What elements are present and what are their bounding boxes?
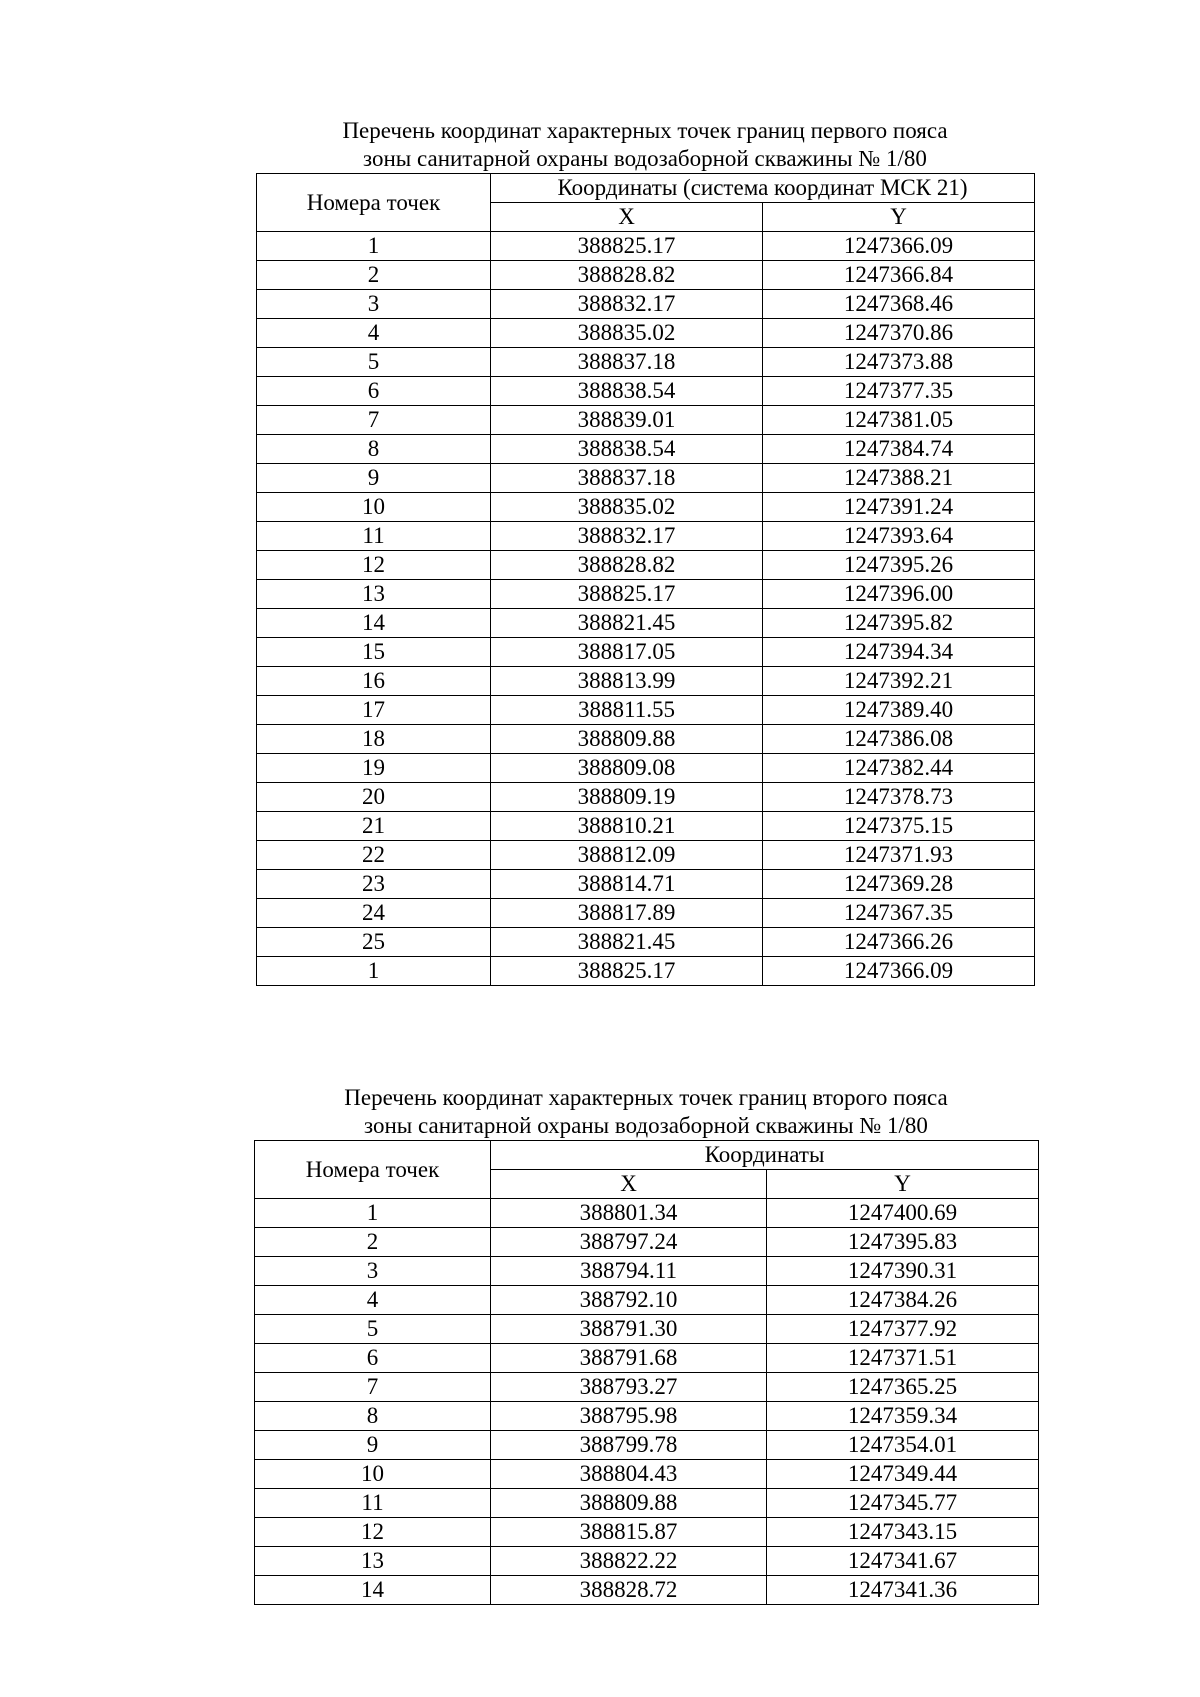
first-belt-coordinates-table: [256, 173, 1035, 986]
table-row: [257, 406, 1035, 435]
y-coordinate-cell: 1247366.84: [763, 261, 1035, 290]
table-row: [255, 1547, 1039, 1576]
second-belt-title-line1: Перечень координат характерных точек границ второго пояса: [344, 1085, 948, 1110]
x-coordinate-cell: 388828.72: [491, 1576, 767, 1605]
second-belt-table-body: [255, 1199, 1039, 1605]
table-row: [257, 580, 1035, 609]
y-coordinate-cell: 1247381.05: [763, 406, 1035, 435]
point-number-cell: 6: [255, 1344, 491, 1373]
table-row: [255, 1576, 1039, 1605]
point-number-cell: 11: [255, 1489, 491, 1518]
table-row: [255, 1315, 1039, 1344]
y-coordinate-cell: 1247392.21: [763, 667, 1035, 696]
table-row: [257, 870, 1035, 899]
table-row: [255, 1460, 1039, 1489]
table-row: [257, 232, 1035, 261]
x-coordinate-cell: 388797.24: [491, 1228, 767, 1257]
second-belt-title: [254, 1084, 1038, 1140]
table-row: [257, 725, 1035, 754]
x-coordinate-cell: 388809.08: [491, 754, 763, 783]
x-coordinate-cell: 388825.17: [491, 232, 763, 261]
point-number-cell: 18: [257, 725, 491, 754]
y-coordinate-cell: 1247378.73: [763, 783, 1035, 812]
y-coordinate-cell: 1247384.74: [763, 435, 1035, 464]
x-coordinate-cell: 388825.17: [491, 580, 763, 609]
x-coordinate-cell: 388809.88: [491, 725, 763, 754]
point-number-cell: 16: [257, 667, 491, 696]
y-coordinate-cell: 1247395.83: [767, 1228, 1039, 1257]
y-coordinate-cell: 1247375.15: [763, 812, 1035, 841]
point-number-cell: 14: [257, 609, 491, 638]
y-coordinate-cell: 1247349.44: [767, 1460, 1039, 1489]
x-coordinate-cell: 388791.68: [491, 1344, 767, 1373]
point-number-cell: 15: [257, 638, 491, 667]
x-coordinate-cell: 388825.17: [491, 957, 763, 986]
second-belt-title-line2: зоны санитарной охраны водозаборной скважины № 1/80: [364, 1113, 928, 1138]
y-coordinate-cell: 1247367.35: [763, 899, 1035, 928]
table-row: [257, 899, 1035, 928]
point-number-cell: 5: [257, 348, 491, 377]
x-coordinate-cell: 388837.18: [491, 464, 763, 493]
x-coordinate-cell: 388817.89: [491, 899, 763, 928]
table-row: [255, 1402, 1039, 1431]
table-row: [257, 348, 1035, 377]
point-number-cell: 19: [257, 754, 491, 783]
y-coordinate-cell: 1247354.01: [767, 1431, 1039, 1460]
x-coordinate-cell: 388822.22: [491, 1547, 767, 1576]
x-coordinate-cell: 388792.10: [491, 1286, 767, 1315]
x-coordinate-cell: 388821.45: [491, 928, 763, 957]
first-belt-section: [256, 117, 1034, 986]
table-row: [257, 551, 1035, 580]
header-x: X: [491, 203, 763, 232]
table-row: [257, 319, 1035, 348]
point-number-cell: 7: [255, 1373, 491, 1402]
x-coordinate-cell: 388837.18: [491, 348, 763, 377]
y-coordinate-cell: 1247366.09: [763, 232, 1035, 261]
point-number-cell: 11: [257, 522, 491, 551]
table-row: [257, 609, 1035, 638]
y-coordinate-cell: 1247382.44: [763, 754, 1035, 783]
point-number-cell: 24: [257, 899, 491, 928]
table-row: [257, 290, 1035, 319]
x-coordinate-cell: 388832.17: [491, 522, 763, 551]
table-row: [257, 493, 1035, 522]
table-row: [255, 1344, 1039, 1373]
table-row: [255, 1286, 1039, 1315]
x-coordinate-cell: 388810.21: [491, 812, 763, 841]
table-row: [255, 1228, 1039, 1257]
header-coordinates: Координаты: [491, 1141, 1039, 1170]
header-coordinates: Координаты (система координат МСК 21): [491, 174, 1035, 203]
table-row: [257, 783, 1035, 812]
point-number-cell: 1: [255, 1199, 491, 1228]
point-number-cell: 6: [257, 377, 491, 406]
first-belt-table-body: [257, 232, 1035, 986]
x-coordinate-cell: 388832.17: [491, 290, 763, 319]
y-coordinate-cell: 1247371.93: [763, 841, 1035, 870]
table-row: [257, 812, 1035, 841]
point-number-cell: 13: [257, 580, 491, 609]
point-number-cell: 9: [255, 1431, 491, 1460]
point-number-cell: 25: [257, 928, 491, 957]
y-coordinate-cell: 1247384.26: [767, 1286, 1039, 1315]
point-number-cell: 10: [257, 493, 491, 522]
point-number-cell: 3: [255, 1257, 491, 1286]
x-coordinate-cell: 388828.82: [491, 551, 763, 580]
header-point-numbers: Номера точек: [257, 174, 491, 232]
second-belt-coordinates-table: [254, 1140, 1039, 1605]
y-coordinate-cell: 1247365.25: [767, 1373, 1039, 1402]
y-coordinate-cell: 1247341.67: [767, 1547, 1039, 1576]
x-coordinate-cell: 388801.34: [491, 1199, 767, 1228]
x-coordinate-cell: 388828.82: [491, 261, 763, 290]
point-number-cell: 1: [257, 232, 491, 261]
point-number-cell: 17: [257, 696, 491, 725]
table-row: [257, 667, 1035, 696]
table-row: [257, 377, 1035, 406]
x-coordinate-cell: 388839.01: [491, 406, 763, 435]
table-row: [257, 464, 1035, 493]
y-coordinate-cell: 1247395.82: [763, 609, 1035, 638]
table-row: [257, 928, 1035, 957]
point-number-cell: 3: [257, 290, 491, 319]
x-coordinate-cell: 388793.27: [491, 1373, 767, 1402]
x-coordinate-cell: 388791.30: [491, 1315, 767, 1344]
y-coordinate-cell: 1247377.35: [763, 377, 1035, 406]
table-row: [255, 1257, 1039, 1286]
first-belt-title: [256, 117, 1034, 173]
y-coordinate-cell: 1247366.09: [763, 957, 1035, 986]
table-row: [255, 1489, 1039, 1518]
y-coordinate-cell: 1247394.34: [763, 638, 1035, 667]
y-coordinate-cell: 1247391.24: [763, 493, 1035, 522]
point-number-cell: 9: [257, 464, 491, 493]
point-number-cell: 12: [257, 551, 491, 580]
y-coordinate-cell: 1247386.08: [763, 725, 1035, 754]
table-row: [257, 522, 1035, 551]
y-coordinate-cell: 1247395.26: [763, 551, 1035, 580]
x-coordinate-cell: 388821.45: [491, 609, 763, 638]
point-number-cell: 10: [255, 1460, 491, 1489]
point-number-cell: 8: [255, 1402, 491, 1431]
x-coordinate-cell: 388814.71: [491, 870, 763, 899]
point-number-cell: 21: [257, 812, 491, 841]
y-coordinate-cell: 1247389.40: [763, 696, 1035, 725]
x-coordinate-cell: 388811.55: [491, 696, 763, 725]
first-belt-title-line2: зоны санитарной охраны водозаборной скважины № 1/80: [363, 146, 927, 171]
point-number-cell: 7: [257, 406, 491, 435]
x-coordinate-cell: 388809.88: [491, 1489, 767, 1518]
x-coordinate-cell: 388794.11: [491, 1257, 767, 1286]
table-row: [257, 841, 1035, 870]
table-row: [255, 1373, 1039, 1402]
x-coordinate-cell: 388835.02: [491, 493, 763, 522]
table-row: [255, 1518, 1039, 1547]
point-number-cell: 13: [255, 1547, 491, 1576]
y-coordinate-cell: 1247370.86: [763, 319, 1035, 348]
second-belt-section: [254, 1084, 1038, 1605]
x-coordinate-cell: 388804.43: [491, 1460, 767, 1489]
point-number-cell: 20: [257, 783, 491, 812]
point-number-cell: 2: [257, 261, 491, 290]
point-number-cell: 1: [257, 957, 491, 986]
y-coordinate-cell: 1247393.64: [763, 522, 1035, 551]
x-coordinate-cell: 388813.99: [491, 667, 763, 696]
y-coordinate-cell: 1247388.21: [763, 464, 1035, 493]
y-coordinate-cell: 1247396.00: [763, 580, 1035, 609]
x-coordinate-cell: 388835.02: [491, 319, 763, 348]
x-coordinate-cell: 388815.87: [491, 1518, 767, 1547]
table-row: [257, 957, 1035, 986]
table-row: [257, 435, 1035, 464]
header-y: Y: [767, 1170, 1039, 1199]
y-coordinate-cell: 1247390.31: [767, 1257, 1039, 1286]
point-number-cell: 4: [257, 319, 491, 348]
y-coordinate-cell: 1247368.46: [763, 290, 1035, 319]
table-row: [255, 1199, 1039, 1228]
y-coordinate-cell: 1247377.92: [767, 1315, 1039, 1344]
x-coordinate-cell: 388799.78: [491, 1431, 767, 1460]
point-number-cell: 4: [255, 1286, 491, 1315]
point-number-cell: 22: [257, 841, 491, 870]
table-row: [257, 696, 1035, 725]
y-coordinate-cell: 1247366.26: [763, 928, 1035, 957]
x-coordinate-cell: 388812.09: [491, 841, 763, 870]
y-coordinate-cell: 1247400.69: [767, 1199, 1039, 1228]
table-row: [257, 638, 1035, 667]
table-row: [257, 754, 1035, 783]
y-coordinate-cell: 1247345.77: [767, 1489, 1039, 1518]
table-row: [257, 261, 1035, 290]
point-number-cell: 2: [255, 1228, 491, 1257]
point-number-cell: 8: [257, 435, 491, 464]
x-coordinate-cell: 388838.54: [491, 377, 763, 406]
point-number-cell: 23: [257, 870, 491, 899]
y-coordinate-cell: 1247371.51: [767, 1344, 1039, 1373]
y-coordinate-cell: 1247343.15: [767, 1518, 1039, 1547]
first-belt-title-line1: Перечень координат характерных точек границ первого пояса: [342, 118, 948, 143]
x-coordinate-cell: 388817.05: [491, 638, 763, 667]
point-number-cell: 14: [255, 1576, 491, 1605]
x-coordinate-cell: 388809.19: [491, 783, 763, 812]
x-coordinate-cell: 388795.98: [491, 1402, 767, 1431]
y-coordinate-cell: 1247359.34: [767, 1402, 1039, 1431]
y-coordinate-cell: 1247341.36: [767, 1576, 1039, 1605]
header-point-numbers: Номера точек: [255, 1141, 491, 1199]
point-number-cell: 5: [255, 1315, 491, 1344]
point-number-cell: 12: [255, 1518, 491, 1547]
header-x: X: [491, 1170, 767, 1199]
y-coordinate-cell: 1247373.88: [763, 348, 1035, 377]
table-row: [255, 1431, 1039, 1460]
y-coordinate-cell: 1247369.28: [763, 870, 1035, 899]
x-coordinate-cell: 388838.54: [491, 435, 763, 464]
header-y: Y: [763, 203, 1035, 232]
